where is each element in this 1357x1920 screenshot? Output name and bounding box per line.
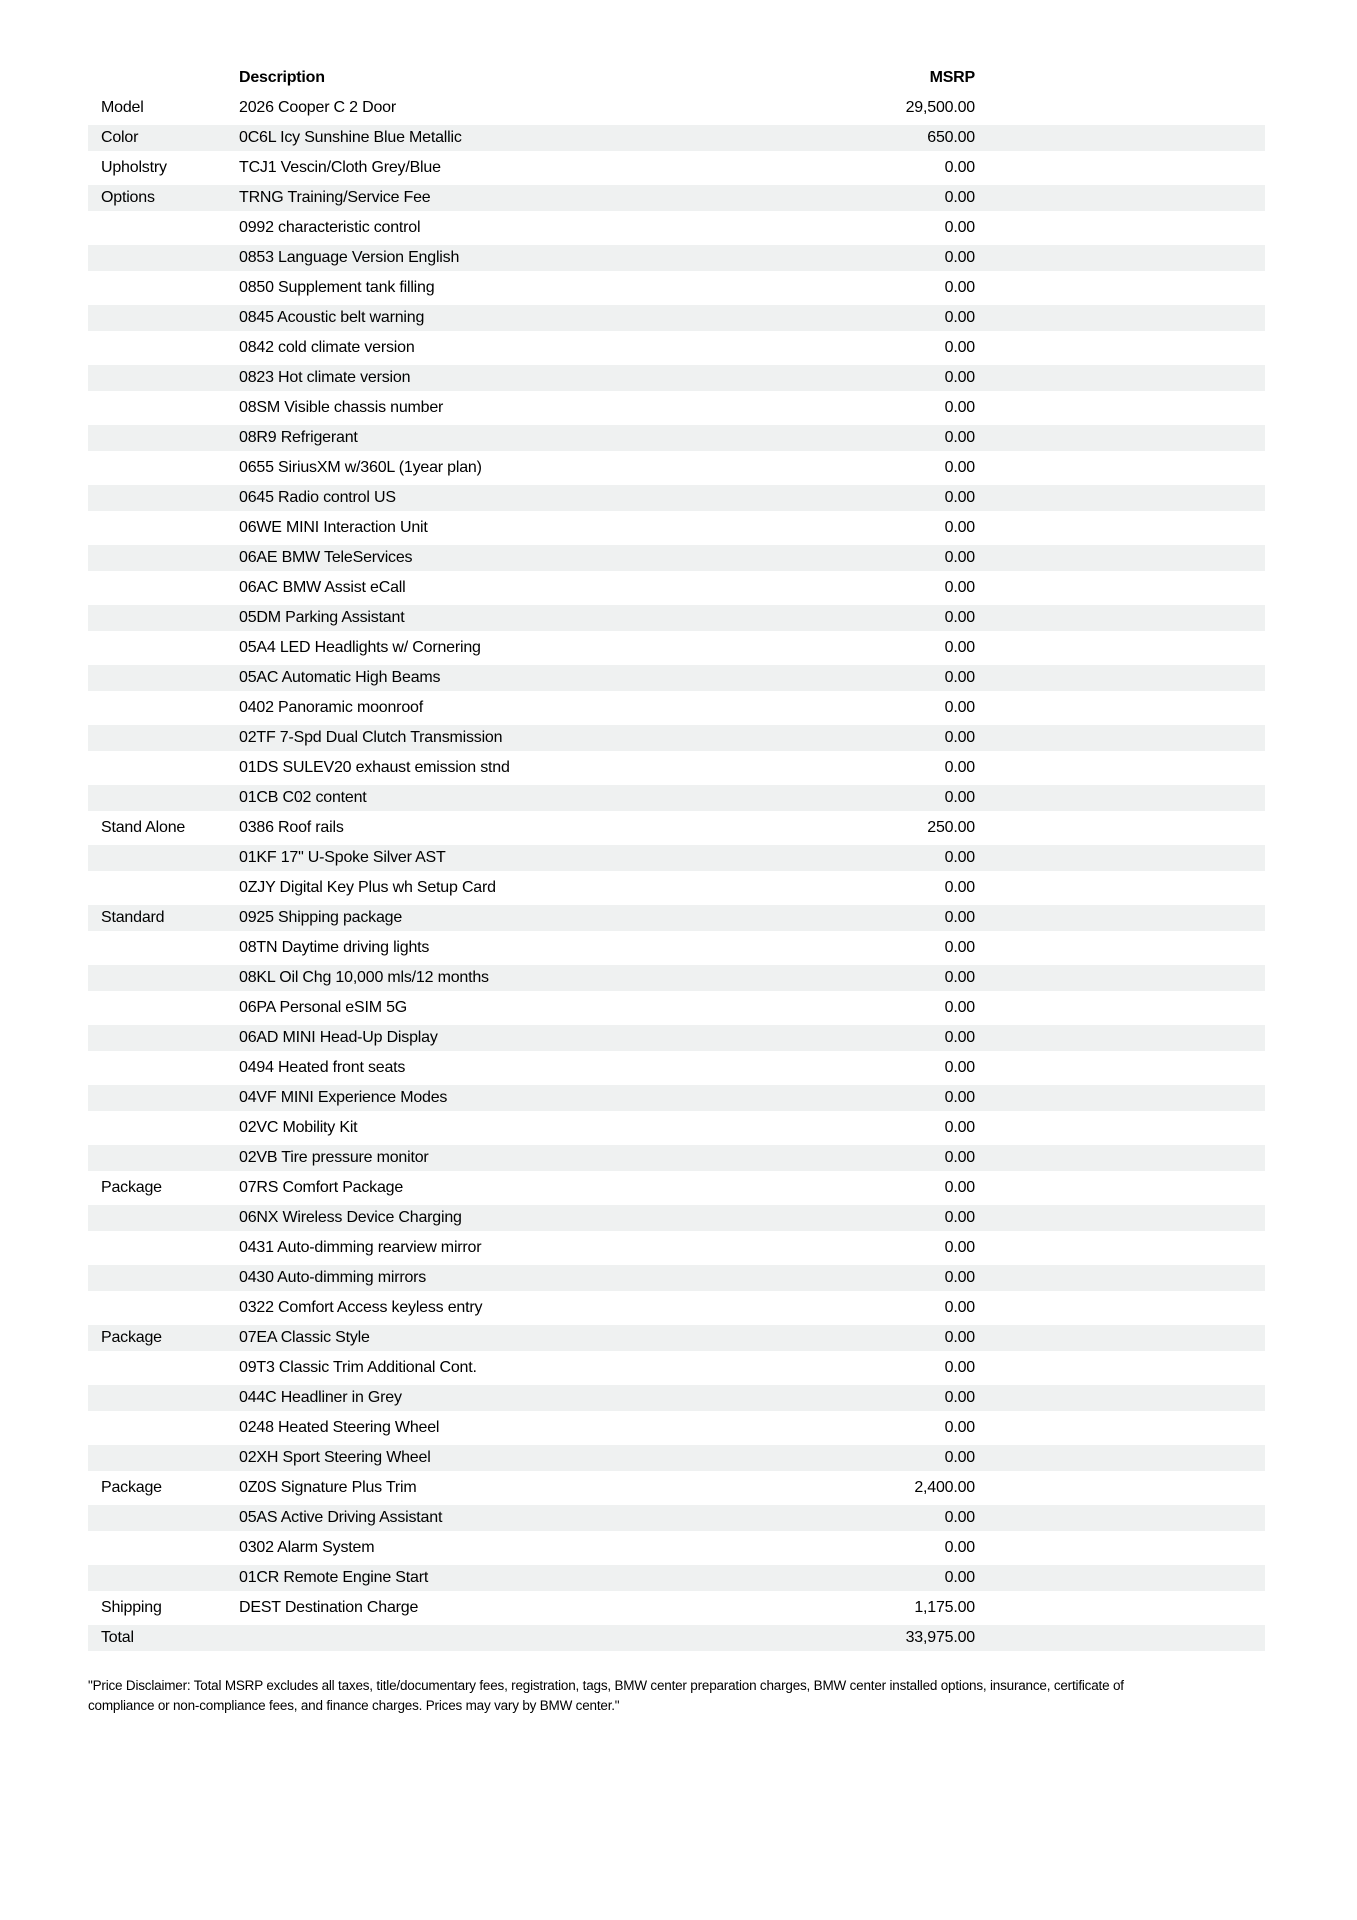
- row-category: [88, 1503, 239, 1533]
- row-description: 0845 Acoustic belt warning: [239, 309, 425, 326]
- row-description: 0302 Alarm System: [239, 1539, 375, 1556]
- row-msrp: 0.00: [944, 939, 975, 956]
- row-msrp: 0.00: [944, 309, 975, 326]
- row-description: 08SM Visible chassis number: [239, 399, 444, 416]
- row-description: 01CR Remote Engine Start: [239, 1569, 429, 1586]
- row-description: 0655 SiriusXM w/360L (1year plan): [239, 459, 482, 476]
- table-row: [88, 543, 1265, 573]
- row-category: [88, 1023, 239, 1053]
- table-row: [88, 1533, 1265, 1563]
- row-description: 09T3 Classic Trim Additional Cont.: [239, 1359, 477, 1376]
- table-row: [88, 1023, 1265, 1053]
- table-row: [88, 933, 1265, 963]
- row-msrp: 0.00: [944, 429, 975, 446]
- row-msrp: 0.00: [944, 1359, 975, 1376]
- row-description: [239, 1623, 735, 1653]
- table-row: [88, 1083, 1265, 1113]
- row-category: [88, 423, 239, 453]
- table-row: [88, 993, 1265, 1023]
- table-row: [88, 123, 1265, 153]
- row-category: [88, 1143, 239, 1173]
- row-description: 06WE MINI Interaction Unit: [239, 519, 428, 536]
- row-description: 06PA Personal eSIM 5G: [239, 999, 408, 1016]
- row-msrp: 0.00: [944, 699, 975, 716]
- row-description: TCJ1 Vescin/Cloth Grey/Blue: [239, 159, 441, 176]
- row-msrp: 0.00: [944, 339, 975, 356]
- row-msrp: 0.00: [944, 399, 975, 416]
- table-row: [88, 573, 1265, 603]
- row-category: Options: [101, 189, 155, 206]
- row-description: 0386 Roof rails: [239, 819, 344, 836]
- row-msrp: 0.00: [944, 1059, 975, 1076]
- row-msrp: 0.00: [944, 639, 975, 656]
- row-msrp: 650.00: [927, 129, 975, 146]
- row-category: [88, 1233, 239, 1263]
- row-description: 0322 Comfort Access keyless entry: [239, 1299, 483, 1316]
- row-category: Package: [101, 1479, 162, 1496]
- row-description: 01CB C02 content: [239, 789, 367, 806]
- row-description: 0C6L Icy Sunshine Blue Metallic: [239, 129, 462, 146]
- row-msrp: 29,500.00: [905, 99, 975, 116]
- row-msrp: 0.00: [944, 249, 975, 266]
- row-category: [88, 1413, 239, 1443]
- row-category: Shipping: [101, 1599, 162, 1616]
- row-category: [88, 1533, 239, 1563]
- table-row: [88, 843, 1265, 873]
- table-body: [88, 93, 1265, 1653]
- row-description: 2026 Cooper C 2 Door: [239, 99, 396, 116]
- row-msrp: 0.00: [944, 1569, 975, 1586]
- row-msrp: 0.00: [944, 1029, 975, 1046]
- row-msrp: 0.00: [944, 1089, 975, 1106]
- table-row: [88, 393, 1265, 423]
- row-category: [88, 1113, 239, 1143]
- table-row: [88, 693, 1265, 723]
- row-msrp: 0.00: [944, 549, 975, 566]
- row-msrp: 1,175.00: [914, 1599, 975, 1616]
- table-row: [88, 753, 1265, 783]
- row-description: 08R9 Refrigerant: [239, 429, 358, 446]
- row-msrp: 0.00: [944, 1209, 975, 1226]
- row-category: Package: [101, 1329, 162, 1346]
- table-row: [88, 153, 1265, 183]
- row-description: 0431 Auto-dimming rearview mirror: [239, 1239, 482, 1256]
- row-description: 0853 Language Version English: [239, 249, 460, 266]
- row-msrp: 0.00: [944, 1299, 975, 1316]
- row-msrp: 0.00: [944, 159, 975, 176]
- row-category: [88, 1083, 239, 1113]
- row-category: [88, 1563, 239, 1593]
- row-category: [88, 873, 239, 903]
- row-description: 0925 Shipping package: [239, 909, 403, 926]
- table-row: [88, 1053, 1265, 1083]
- row-category: [88, 513, 239, 543]
- row-category: Color: [101, 129, 139, 146]
- row-description: 06AD MINI Head-Up Display: [239, 1029, 438, 1046]
- row-msrp: 0.00: [944, 219, 975, 236]
- table-row: [88, 93, 1265, 123]
- row-description: 0823 Hot climate version: [239, 369, 411, 386]
- row-category: [88, 213, 239, 243]
- row-category: [88, 843, 239, 873]
- row-category: [88, 273, 239, 303]
- row-msrp: 0.00: [944, 1329, 975, 1346]
- row-msrp: 0.00: [944, 1539, 975, 1556]
- row-category: [88, 1443, 239, 1473]
- table-row: [88, 1473, 1265, 1503]
- row-category: [88, 333, 239, 363]
- row-description: 05DM Parking Assistant: [239, 609, 405, 626]
- row-description: 05AS Active Driving Assistant: [239, 1509, 443, 1526]
- row-description: 0248 Heated Steering Wheel: [239, 1419, 440, 1436]
- row-description: 0ZJY Digital Key Plus wh Setup Card: [239, 879, 496, 896]
- table-row: [88, 1263, 1265, 1293]
- table-row: [88, 1623, 1265, 1653]
- row-msrp: 0.00: [944, 1449, 975, 1466]
- row-msrp: 0.00: [944, 669, 975, 686]
- row-description: 08TN Daytime driving lights: [239, 939, 430, 956]
- table-row: [88, 1413, 1265, 1443]
- row-msrp: 0.00: [944, 1419, 975, 1436]
- row-description: 05A4 LED Headlights w/ Cornering: [239, 639, 481, 656]
- row-msrp: 0.00: [944, 369, 975, 386]
- disclaimer-line-2: compliance or non-compliance fees, and finance charges. Prices may vary by BMW center.": [88, 1698, 620, 1713]
- row-msrp: 0.00: [944, 1119, 975, 1136]
- row-category: [88, 783, 239, 813]
- row-description: 08KL Oil Chg 10,000 mls/12 months: [239, 969, 489, 986]
- row-description: 0842 cold climate version: [239, 339, 415, 356]
- row-category: [88, 363, 239, 393]
- row-description: DEST Destination Charge: [239, 1599, 419, 1616]
- row-msrp: 0.00: [944, 489, 975, 506]
- row-msrp: 0.00: [944, 189, 975, 206]
- row-msrp: 33,975.00: [905, 1629, 975, 1646]
- row-category: [88, 663, 239, 693]
- table-row: [88, 1323, 1265, 1353]
- row-category: [88, 1353, 239, 1383]
- row-category: Upholstry: [101, 159, 167, 176]
- row-msrp: 0.00: [944, 609, 975, 626]
- table-row: [88, 513, 1265, 543]
- table-row: [88, 1503, 1265, 1533]
- row-msrp: 0.00: [944, 759, 975, 776]
- row-category: [88, 933, 239, 963]
- table-row: [88, 663, 1265, 693]
- header-category-spacer: [88, 63, 239, 93]
- table-row: [88, 723, 1265, 753]
- table-row: [88, 1113, 1265, 1143]
- row-description: 06AC BMW Assist eCall: [239, 579, 406, 596]
- row-description: 0Z0S Signature Plus Trim: [239, 1479, 417, 1496]
- disclaimer-line-1: "Price Disclaimer: Total MSRP excludes all taxes, title/documentary fees, registration, tags, BMW center preparation charges, BMW center installed options, insurance, certificate of: [88, 1678, 1124, 1693]
- row-category: [88, 993, 239, 1023]
- row-msrp: 0.00: [944, 279, 975, 296]
- table-row: [88, 333, 1265, 363]
- row-description: 06NX Wireless Device Charging: [239, 1209, 462, 1226]
- row-msrp: 0.00: [944, 969, 975, 986]
- table-row: [88, 213, 1265, 243]
- table-row: [88, 243, 1265, 273]
- row-category: [88, 723, 239, 753]
- row-description: 0645 Radio control US: [239, 489, 396, 506]
- row-category: [88, 1383, 239, 1413]
- row-msrp: 0.00: [944, 519, 975, 536]
- table-row: [88, 1563, 1265, 1593]
- table-row: [88, 183, 1265, 213]
- row-category: [88, 1293, 239, 1323]
- row-category: [88, 393, 239, 423]
- row-msrp: 0.00: [944, 849, 975, 866]
- row-description: 01DS SULEV20 exhaust emission stnd: [239, 759, 510, 776]
- row-msrp: 0.00: [944, 729, 975, 746]
- row-msrp: 0.00: [944, 459, 975, 476]
- row-category: Stand Alone: [101, 819, 186, 836]
- row-category: [88, 573, 239, 603]
- table-row: [88, 873, 1265, 903]
- row-description: 02TF 7-Spd Dual Clutch Transmission: [239, 729, 503, 746]
- row-msrp: 0.00: [944, 909, 975, 926]
- row-msrp: 0.00: [944, 1239, 975, 1256]
- table-row: [88, 453, 1265, 483]
- row-msrp: 0.00: [944, 579, 975, 596]
- row-description: 0850 Supplement tank filling: [239, 279, 435, 296]
- column-header-msrp: MSRP: [929, 69, 975, 86]
- table-row: [88, 1203, 1265, 1233]
- row-msrp: 2,400.00: [914, 1479, 975, 1496]
- row-description: 044C Headliner in Grey: [239, 1389, 402, 1406]
- row-description: 0402 Panoramic moonroof: [239, 699, 423, 716]
- row-msrp: 0.00: [944, 1269, 975, 1286]
- table-row: [88, 1593, 1265, 1623]
- row-category: [88, 603, 239, 633]
- row-description: 01KF 17" U-Spoke Silver AST: [239, 849, 446, 866]
- row-category: Total: [101, 1629, 134, 1646]
- table-row: [88, 1143, 1265, 1173]
- table-row: [88, 633, 1265, 663]
- table-row: [88, 603, 1265, 633]
- row-msrp: 0.00: [944, 879, 975, 896]
- row-category: [88, 453, 239, 483]
- row-category: Model: [101, 99, 144, 116]
- row-category: [88, 243, 239, 273]
- table-row: [88, 363, 1265, 393]
- price-disclaimer: [88, 1676, 1268, 1716]
- row-description: 06AE BMW TeleServices: [239, 549, 413, 566]
- row-description: 0494 Heated front seats: [239, 1059, 406, 1076]
- row-description: 05AC Automatic High Beams: [239, 669, 441, 686]
- row-category: [88, 693, 239, 723]
- row-category: [88, 963, 239, 993]
- table-row: [88, 273, 1265, 303]
- row-category: [88, 483, 239, 513]
- row-description: 02XH Sport Steering Wheel: [239, 1449, 431, 1466]
- row-category: [88, 543, 239, 573]
- table-row: [88, 903, 1265, 933]
- row-category: Standard: [101, 909, 165, 926]
- table-row: [88, 483, 1265, 513]
- row-description: 07RS Comfort Package: [239, 1179, 404, 1196]
- row-msrp: 0.00: [944, 1389, 975, 1406]
- row-description: 04VF MINI Experience Modes: [239, 1089, 448, 1106]
- row-msrp: 0.00: [944, 1179, 975, 1196]
- table-row: [88, 303, 1265, 333]
- table-header-row: [88, 63, 1265, 93]
- table-row: [88, 813, 1265, 843]
- table-row: [88, 1233, 1265, 1263]
- column-header-description: Description: [239, 69, 325, 86]
- row-category: [88, 633, 239, 663]
- table-row: [88, 1173, 1265, 1203]
- table-row: [88, 1383, 1265, 1413]
- table-row: [88, 783, 1265, 813]
- row-description: 02VB Tire pressure monitor: [239, 1149, 429, 1166]
- table-row: [88, 1443, 1265, 1473]
- row-description: 02VC Mobility Kit: [239, 1119, 358, 1136]
- row-description: 07EA Classic Style: [239, 1329, 370, 1346]
- row-category: [88, 1263, 239, 1293]
- row-category: [88, 1053, 239, 1083]
- table-row: [88, 1353, 1265, 1383]
- pricing-table: [88, 63, 1265, 1653]
- row-msrp: 0.00: [944, 789, 975, 806]
- row-description: 0430 Auto-dimming mirrors: [239, 1269, 427, 1286]
- row-category: [88, 303, 239, 333]
- row-msrp: 250.00: [927, 819, 975, 836]
- table-row: [88, 963, 1265, 993]
- row-category: [88, 753, 239, 783]
- row-msrp: 0.00: [944, 1509, 975, 1526]
- row-category: Package: [101, 1179, 162, 1196]
- table-row: [88, 1293, 1265, 1323]
- row-msrp: 0.00: [944, 1149, 975, 1166]
- row-msrp: 0.00: [944, 999, 975, 1016]
- row-description: 0992 characteristic control: [239, 219, 421, 236]
- row-description: TRNG Training/Service Fee: [239, 189, 431, 206]
- row-category: [88, 1203, 239, 1233]
- table-row: [88, 423, 1265, 453]
